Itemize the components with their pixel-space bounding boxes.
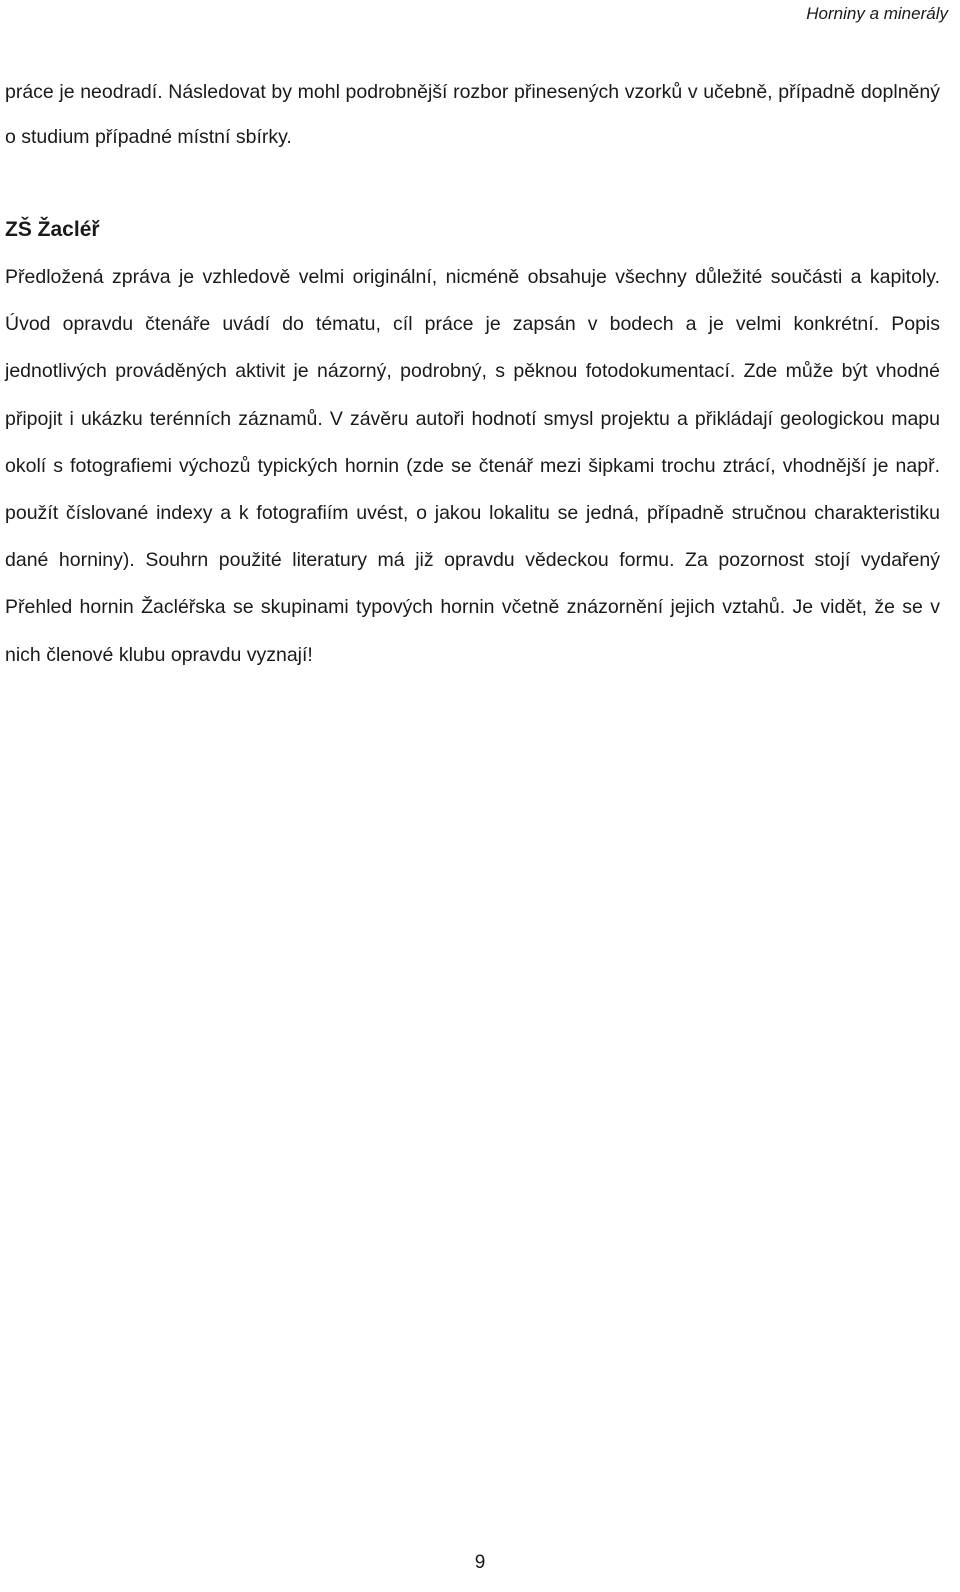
section-paragraph: Předložená zpráva je vzhledově velmi originální, nicméně obsahuje všechny důležité součásti a kapitoly. Úvod opravdu čtenáře uvádí do tématu, cíl práce je zapsán v bodech a je velmi konkrétní. Popis jednotlivých prováděných aktivit je názorný, podrobný, s pěknou fotodokumentací. Zde může být vhodné připojit i ukázku terénních záznamů. V závěru autoři hodnotí smysl projektu a přikládají geologickou mapu okolí s fotografiemi výchozů typických hornin (zde se čtenář mezi šipkami trochu ztrácí, vhodnější je např. použít číslované indexy a k fotografiím uvést, o jakou lokalitu se jedná, případně stručnou charakteristiku dané horniny). Souhrn použité literatury má již opravdu vědeckou formu. Za pozornost stojí vydařený Přehled hornin Žacléřska se skupinami typových hornin včetně znázornění jejich vztahů. Je vidět, že se v nich členové klubu opravdu vyznají! bbox=[5, 266, 940, 666]
page-number: 9 bbox=[474, 1552, 486, 1573]
document-body bbox=[5, 70, 940, 679]
running-header: Horniny a minerály bbox=[806, 4, 948, 23]
intro-paragraph: práce je neodradí. Následovat by mohl podrobnější rozbor přinesených vzorků v učebně, případně doplněný o studium případné místní sbírky. bbox=[5, 81, 940, 148]
section-heading: ZŠ Žacléř bbox=[5, 218, 100, 241]
